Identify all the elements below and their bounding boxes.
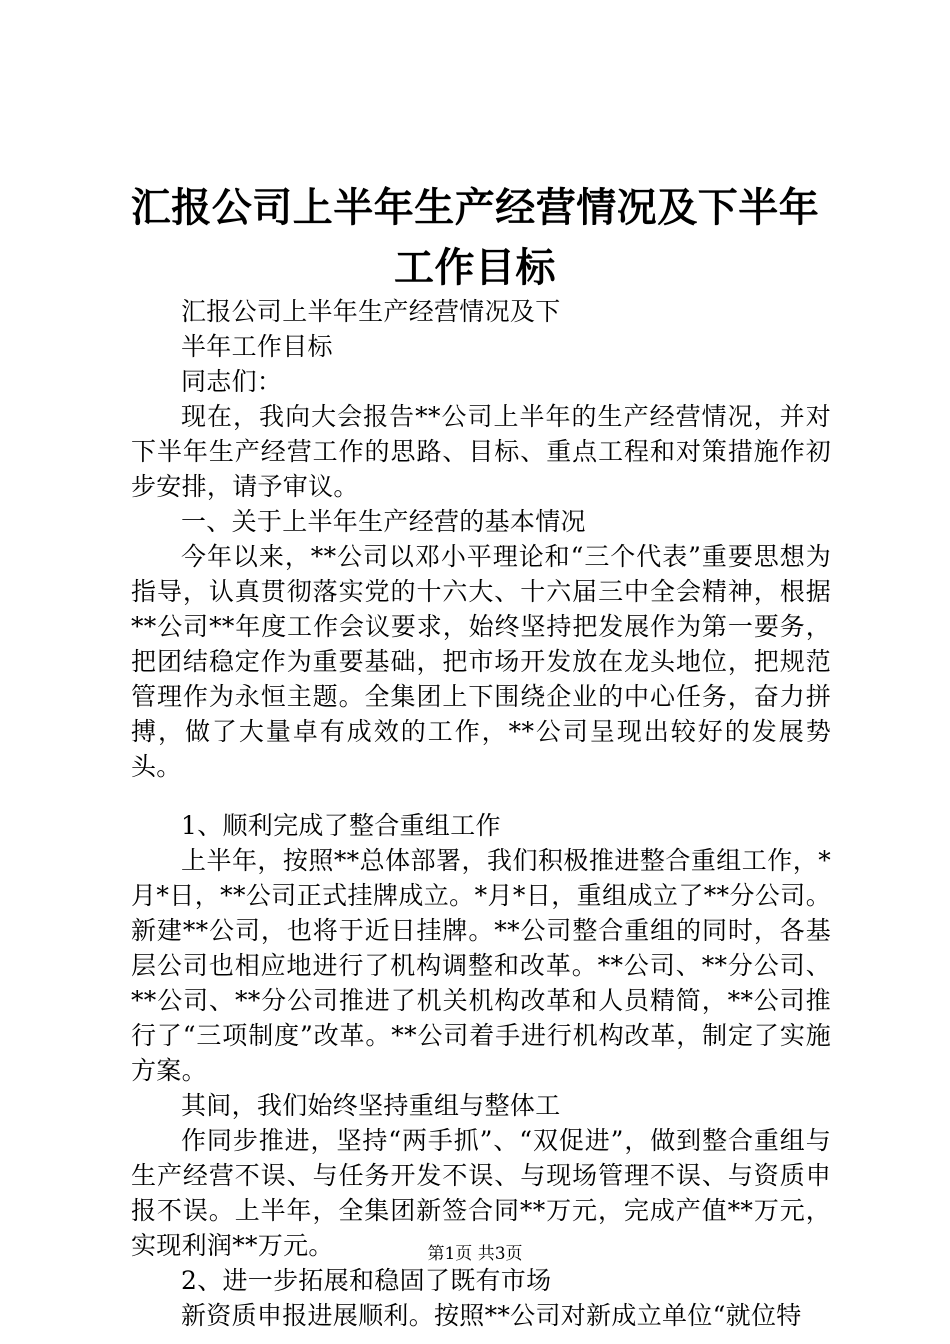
document-body bbox=[131, 294, 831, 1333]
paragraph: 汇报公司上半年生产经营情况及下 bbox=[181, 297, 561, 326]
paragraph: 半年工作目标 bbox=[181, 332, 333, 361]
subsection-heading: 1、顺利完成了整合重组工作 bbox=[181, 811, 501, 840]
paragraph: 作同步推进，坚持“两手抓”、“双促进”，做到整合重组与生产经营不误、与任务开发不误、与现场管理不误、与资质申报不误。上半年，全集团新签合同**万元，完成产值**万元，实现利润**万元。 bbox=[131, 1126, 831, 1260]
page-footer bbox=[0, 1242, 950, 1266]
paragraph: 同志们： bbox=[181, 367, 283, 396]
paragraph: 新资质申报进展顺利。按照**公司对新成立单位“就位特 bbox=[181, 1301, 802, 1330]
paragraph: 现在，我向大会报告**公司上半年的生产经营情况，并对下半年生产经营工作的思路、目标、重点工程和对策措施作初步安排，请予审议。 bbox=[131, 402, 831, 501]
paragraph: 今年以来，**公司以邓小平理论和“三个代表”重要思想为指导，认真贯彻落实党的十六大、十六届三中全会精神，根据**公司**年度工作会议要求，始终坚持把发展作为第一要务，把团结稳定作为重要基础，把市场开发放在龙头地位，把规范管理作为永恒主题。全集团上下围绕企业的中心任务，奋力拼搏，做了大量卓有成效的工作，**公司呈现出较好的发展势头。 bbox=[131, 542, 831, 781]
subsection-heading: 2、进一步拓展和稳固了既有市场 bbox=[181, 1266, 552, 1295]
section-heading: 一、关于上半年生产经营的基本情况 bbox=[181, 507, 586, 536]
paragraph: 上半年，按照**总体部署，我们积极推进整合重组工作，*月*日，**公司正式挂牌成立。*月*日，重组成立了**分公司。新建**公司，也将于近日挂牌。**公司整合重组的同时，各基层公司也相应地进行了机构调整和改革。**公司、**分公司、**公司、**分公司推进了机关机构改革和人员精简，**公司推行了“三项制度”改革。**公司着手进行机构改革，制定了实施方案。 bbox=[131, 846, 831, 1085]
paragraph: 其间，我们始终坚持重组与整体工 bbox=[181, 1091, 561, 1120]
document-title: 汇报公司上半年生产经营情况及下半年工作目标 bbox=[130, 184, 820, 291]
page-indicator: 第1页 共3页 bbox=[427, 1244, 523, 1264]
